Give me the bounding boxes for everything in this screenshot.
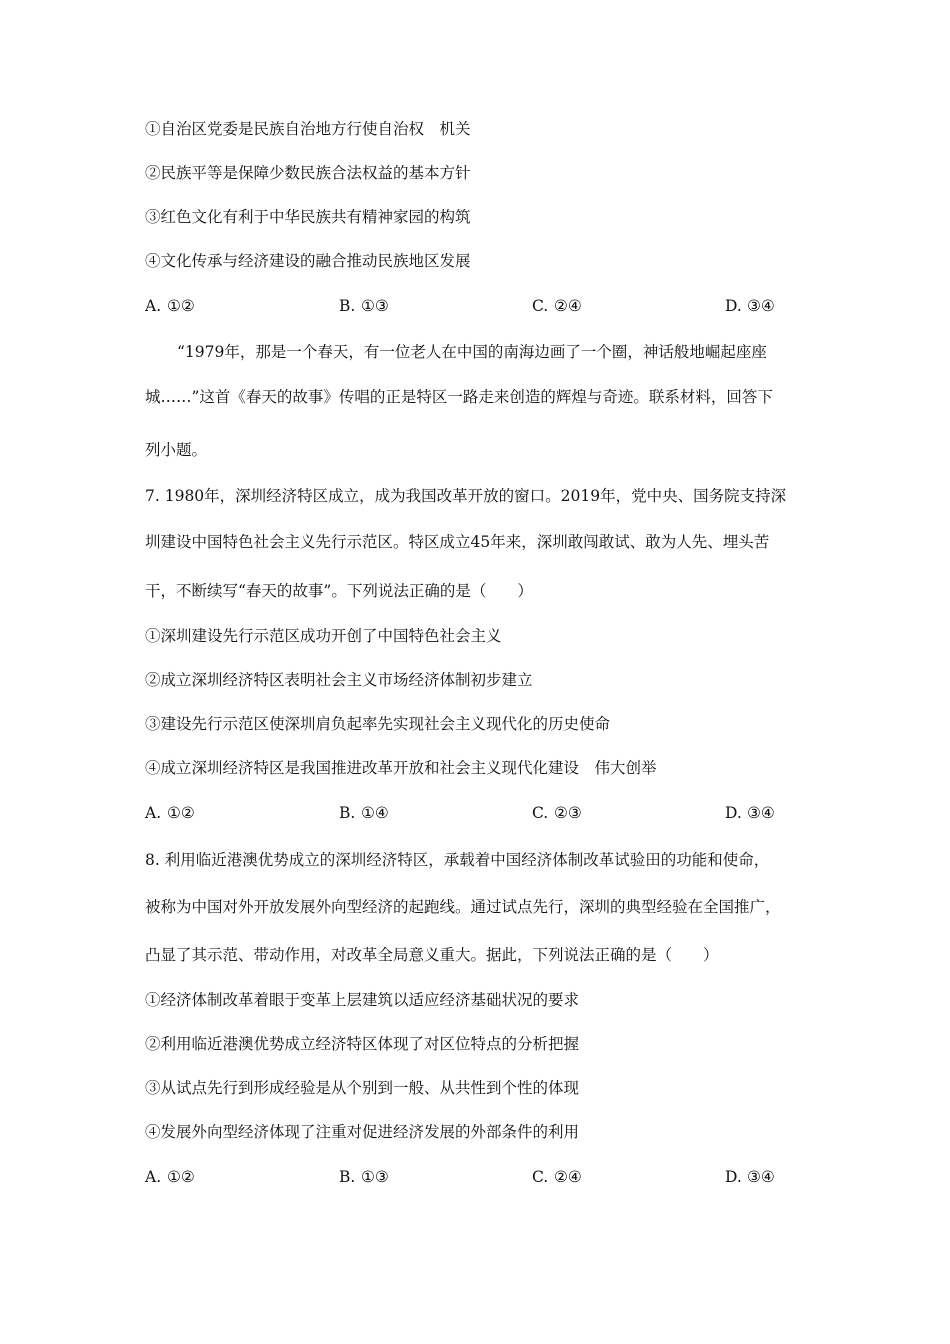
option-value: ③④ — [747, 297, 775, 315]
option-value: ①③ — [361, 1168, 389, 1186]
q7-option-b — [339, 802, 389, 824]
q7-option-c — [532, 802, 582, 824]
q8-statement-2: ②利用临近港澳优势成立经济特区体现了对区位特点的分析把握 — [145, 1035, 580, 1053]
option-value: ①② — [167, 804, 195, 822]
option-value: ②④ — [554, 1168, 582, 1186]
option-label: B. — [339, 804, 356, 822]
option-b — [339, 295, 389, 317]
option-value: ③④ — [747, 1168, 775, 1186]
intro-line-1: “1979年，那是一个春天，有一位老人在中国的南海边画了一个圈，神话般地崛起座座 — [177, 343, 767, 361]
option-label: B. — [339, 297, 356, 315]
option-label: C. — [532, 1168, 549, 1186]
intro-line-3: 列小题。 — [145, 441, 208, 459]
q8-stem-line-1: 8. 利用临近港澳优势成立的深圳经济特区，承载着中国经济体制改革试验田的功能和使命， — [145, 851, 770, 869]
option-d — [725, 295, 775, 317]
option-c — [532, 295, 582, 317]
option-value: ②③ — [554, 804, 582, 822]
option-label: A. — [145, 297, 162, 315]
statement-4: ④文化传承与经济建设的融合推动民族地区发展 — [145, 252, 471, 270]
q7-statement-1: ①深圳建设先行示范区成功开创了中国特色社会主义 — [145, 627, 502, 645]
option-label: D. — [725, 1168, 742, 1186]
option-label: D. — [725, 804, 742, 822]
option-label: C. — [532, 804, 549, 822]
option-value: ③④ — [747, 804, 775, 822]
q7-statement-2: ②成立深圳经济特区表明社会主义市场经济体制初步建立 — [145, 671, 533, 689]
q7-stem-line-2: 圳建设中国特色社会主义先行示范区。特区成立45年来，深圳敢闯敢试、敢为人先、埋头苦 — [145, 533, 770, 551]
q8-option-b — [339, 1166, 389, 1188]
q7-option-d — [725, 802, 775, 824]
statement-3: ③红色文化有利于中华民族共有精神家园的构筑 — [145, 208, 471, 226]
option-value: ①② — [167, 297, 195, 315]
option-value: ①③ — [361, 297, 389, 315]
q8-stem-line-3: 凸显了其示范、带动作用，对改革全局意义重大。据此，下列说法正确的是（ ） — [145, 946, 719, 964]
statement-1: ①自治区党委是民族自治地方行使自治权 机关 — [145, 120, 471, 138]
q8-statement-1: ①经济体制改革着眼于变革上层建筑以适应经济基础状况的要求 — [145, 991, 580, 1009]
option-label: C. — [532, 297, 549, 315]
option-label: A. — [145, 804, 162, 822]
q8-option-a — [145, 1166, 195, 1188]
option-value: ①② — [167, 1168, 195, 1186]
q7-statement-3: ③建设先行示范区使深圳肩负起率先实现社会主义现代化的历史使命 — [145, 715, 611, 733]
option-label: A. — [145, 1168, 162, 1186]
option-label: B. — [339, 1168, 356, 1186]
option-value: ①④ — [361, 804, 389, 822]
statement-2: ②民族平等是保障少数民族合法权益的基本方针 — [145, 164, 471, 182]
q7-option-a — [145, 802, 195, 824]
q7-stem-line-1: 7. 1980年，深圳经济特区成立，成为我国改革开放的窗口。2019年，党中央、国务院支持深 — [145, 487, 787, 505]
option-label: D. — [725, 297, 742, 315]
q8-statement-3: ③从试点先行到形成经验是从个别到一般、从共性到个性的体现 — [145, 1079, 580, 1097]
q8-option-d — [725, 1166, 775, 1188]
q8-stem-line-2: 被称为中国对外开放发展外向型经济的起跑线。通过试点先行，深圳的典型经验在全国推广， — [145, 898, 781, 916]
q7-statement-4: ④成立深圳经济特区是我国推进改革开放和社会主义现代化建设 伟大创举 — [145, 759, 657, 777]
option-a — [145, 295, 195, 317]
q8-option-c — [532, 1166, 582, 1188]
intro-line-2: 城……”这首《春天的故事》传唱的正是特区一路走来创造的辉煌与奇迹。联系材料，回答下 — [145, 388, 773, 406]
q8-statement-4: ④发展外向型经济体现了注重对促进经济发展的外部条件的利用 — [145, 1123, 580, 1141]
option-value: ②④ — [554, 297, 582, 315]
q7-stem-line-3: 干，不断续写“春天的故事”。下列说法正确的是（ ） — [145, 582, 533, 600]
